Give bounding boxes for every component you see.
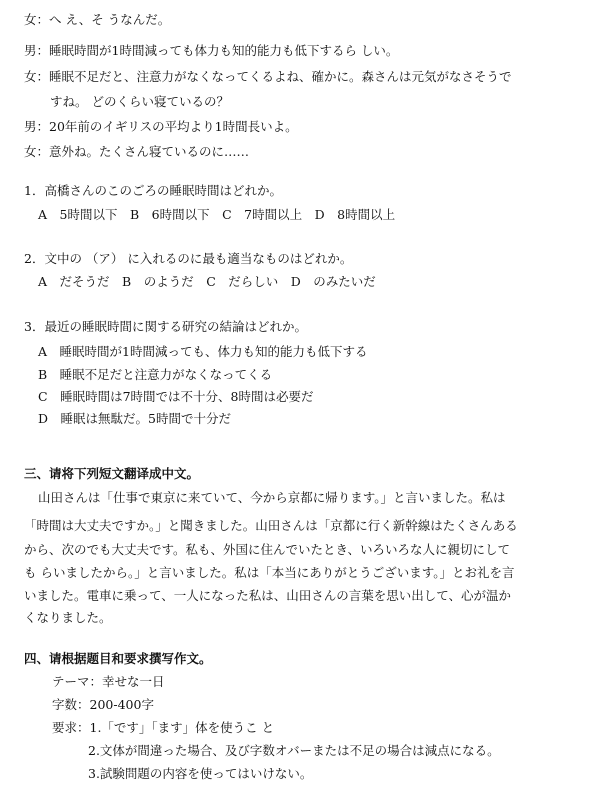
question-3-option-c: C 睡眠時間は7時間では不十分、8時間は必要だ [38,389,314,404]
section-3-line-6: くなりました。 [24,610,112,625]
dialogue-line-1: 女：へ え、そ うなんだ。 [24,12,171,27]
section-3-line-5: いました。電車に乗って、一人になった私は、山田さんの言葉を思い出して、心が温か [24,588,512,603]
essay-requirement-1: 要求：1.「です」「ます」体を使うこ と [52,720,275,735]
question-3-option-b: B 睡眠不足だと注意力がなくなってくる [38,367,273,382]
dialogue-line-3-cont: すね。 どのくらい寝ているの？ [50,94,229,109]
essay-requirement-2: 2.文体が間違った場合、及び字数オバーまたは不足の場合は減点になる。 [88,743,500,758]
section-3-line-2: 「時間は大丈夫ですか。」と聞きました。山田さんは「京都に行く新幹線はたくさんある [24,518,518,533]
section-3-line-4: も らいましたから。」と言いました。私は「本当にありがとうございます。」とお礼を言 [24,565,515,580]
section-3-heading: 三、请将下列短文翻译成中文。 [24,466,200,481]
section-3-line-1: 山田さんは「仕事で東京に来ていて、今から京都に帰ります。」と言いました。私は [38,490,506,505]
question-1-options: A 5時間以下 B 6時間以下 C 7時間以上 D 8時間以上 [38,207,396,222]
section-4-heading: 四、请根据题目和要求撰写作文。 [24,651,212,666]
question-3-stem: 3．最近の睡眠時間に関する研究の結論はどれか。 [24,319,307,334]
question-2-options: A だそうだ B のようだ C だらしい D のみたいだ [38,274,376,289]
dialogue-line-4: 男：20年前のイギリスの平均より1時間長いよ。 [24,119,298,134]
question-3-option-d: D 睡眠は無駄だ。5時間で十分だ [38,411,231,426]
essay-requirement-3: 3.試験問題の内容を使ってはいけない。 [88,766,313,781]
essay-theme: テーマ：幸せな一日 [52,674,165,689]
dialogue-line-2: 男：睡眠時間が1時間減っても体力も知的能力も低下するら しい。 [24,43,399,58]
section-3-line-3: から、次のでも大丈夫です。私も、外国に住んでいたとき、いろいろな人に親切にして [24,542,511,557]
question-2-stem: 2．文中の （ア） に入れるのに最も適当なものはどれか。 [24,251,353,266]
dialogue-line-3: 女：睡眠不足だと、注意力がなくなってくるよね、確かに。森さんは元気がなさそうで [24,69,512,84]
question-1-stem: 1．高橋さんのこのごろの睡眠時間はどれか。 [24,183,282,198]
essay-word-count: 字数：200-400字 [52,697,154,712]
question-3-option-a: A 睡眠時間が1時間減っても、体力も知的能力も低下する [38,344,368,359]
dialogue-line-5: 女：意外ね。たくさん寝ているのに…… [24,144,250,159]
